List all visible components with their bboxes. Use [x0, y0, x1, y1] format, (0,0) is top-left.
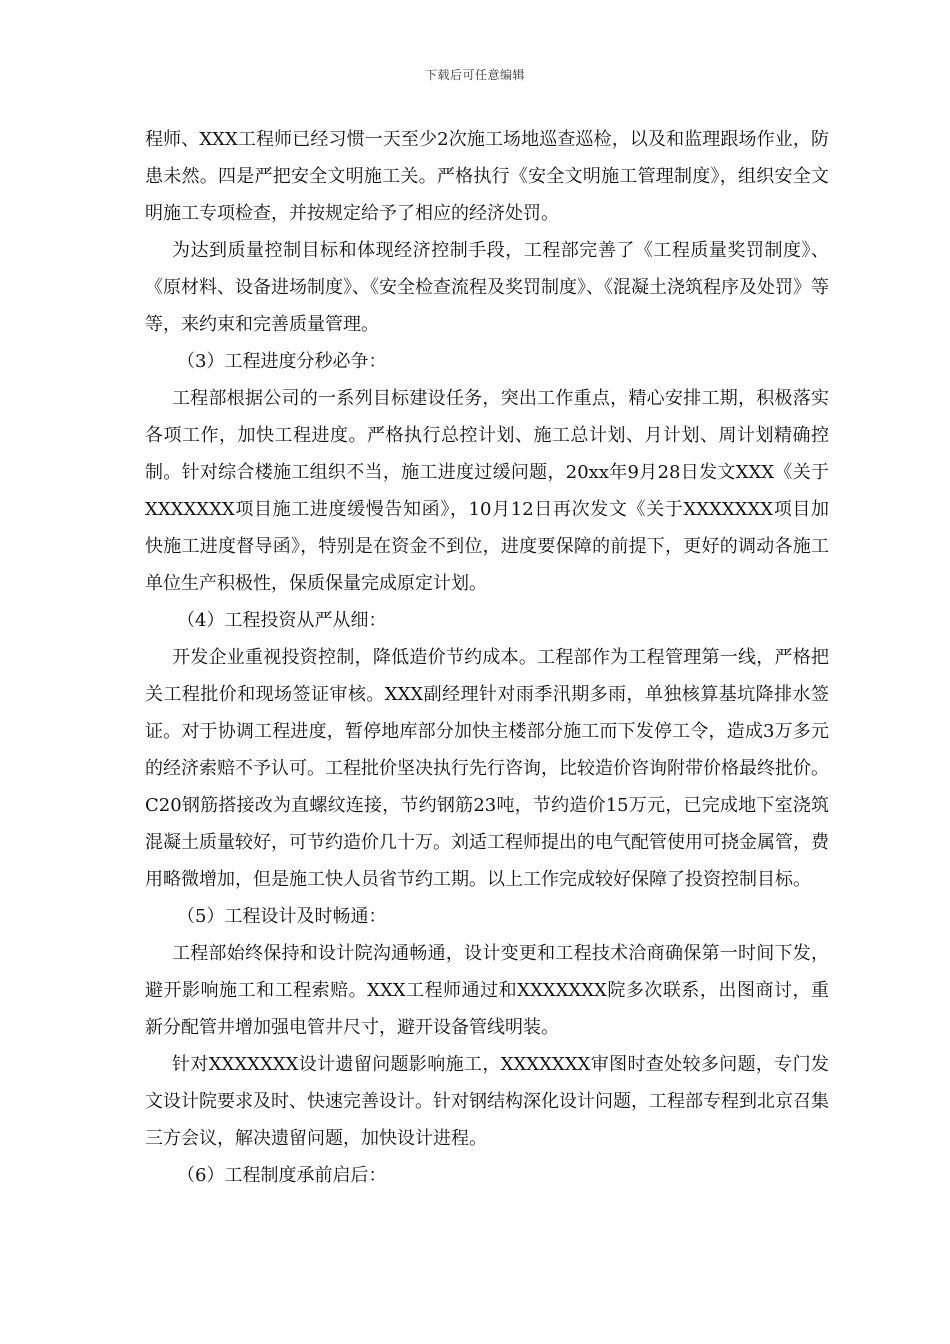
paragraph-investment: 开发企业重视投资控制，降低造价节约成本。工程部作为工程管理第一线，严格把关工程批价和现场签证审核。XXX副经理针对雨季汛期多雨，单独核算基坑降排水签证。对于协调工程进度，暂停地库部分加快主楼部分施工而下发停工令，造成3万多元的经济索赔不予认可。工程批价坚决执行先行咨询，比较造价咨询附带价格最终批价。C20钢筋搭接改为直螺纹连接，节约钢筋23吨，节约造价15万元，已完成地下室浇筑混凝土质量较好，可节约造价几十万。刘适工程师提出的电气配管使用可挠金属管，费用略微增加，但是施工快人员省节约工期。以上工作完成较好保障了投资控制目标。	[145, 647, 829, 890]
section-heading-design: （5）工程设计及时畅通：	[177, 906, 387, 927]
paragraph-quality-rules: 为达到质量控制目标和体现经济控制手段，工程部完善了《工程质量奖罚制度》、《原材料、设备进场制度》、《安全检查流程及奖罚制度》、《混凝土浇筑程序及处罚》等等，来约束和完善质量管理。	[145, 240, 829, 335]
section-heading-investment: （4）工程投资从严从细：	[177, 610, 387, 631]
paragraph-design-communication: 工程部始终保持和设计院沟通畅通，设计变更和工程技术洽商确保第一时间下发，避开影响施工和工程索赔。XXX工程师通过和XXXXXXX院多次联系，出图商讨，重新分配管井增加强电管井尺寸，避开设备管线明装。	[145, 943, 829, 1038]
page-header: 下载后可任意编辑	[424, 68, 525, 82]
section-heading-rules: （6）工程制度承前启后：	[177, 1165, 387, 1186]
section-heading-progress: （3）工程进度分秒必争：	[177, 351, 387, 372]
paragraph-design-issues: 针对XXXXXXX设计遗留问题影响施工，XXXXXXX审图时查处较多问题，专门发文设计院要求及时、快速完善设计。针对钢结构深化设计问题，工程部专程到北京召集三方会议，解决遗留问题，加快设计进程。	[145, 1054, 829, 1149]
paragraph-safety-continued: 程师、XXX工程师已经习惯一天至少2次施工场地巡查巡检，以及和监理跟场作业，防患未然。四是严把安全文明施工关。严格执行《安全文明施工管理制度》，组织安全文明施工专项检查，并按规定给予了相应的经济处罚。	[145, 129, 829, 224]
paragraph-progress: 工程部根据公司的一系列目标建设任务，突出工作重点，精心安排工期，积极落实各项工作，加快工程进度。严格执行总控计划、施工总计划、月计划、周计划精确控制。针对综合楼施工组织不当，施工进度过缓问题，20xx年9月28日发文XXX《关于XXXXXXX项目施工进度缓慢告知函》，10月12日再次发文《关于XXXXXXX项目加快施工进度督导函》，特别是在资金不到位，进度要保障的前提下，更好的调动各施工单位生产积极性，保质保量完成原定计划。	[145, 388, 829, 594]
document-body	[145, 121, 829, 1194]
